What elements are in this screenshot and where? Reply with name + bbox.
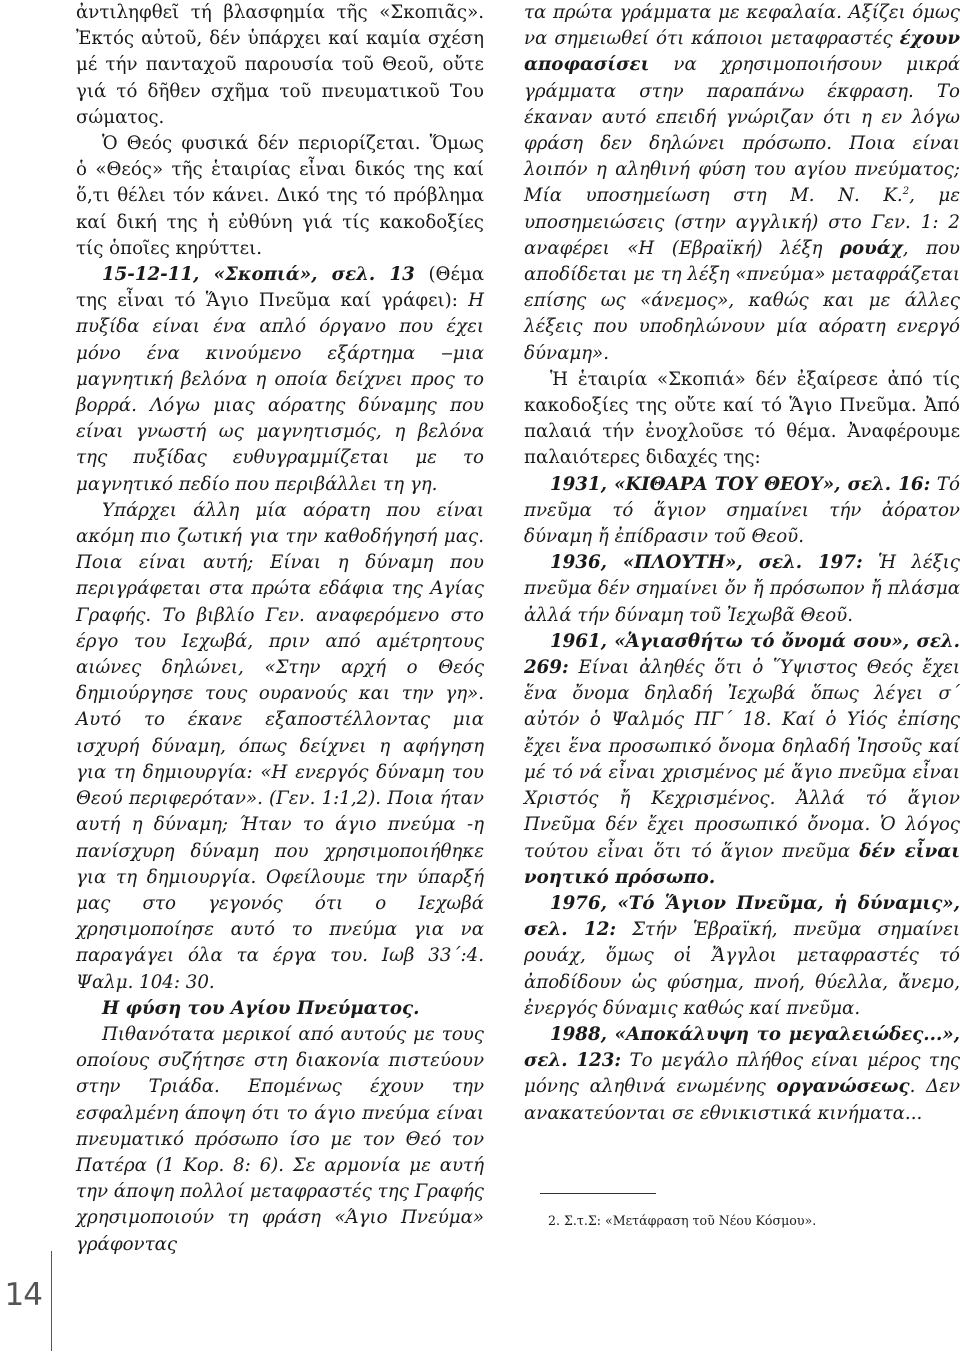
teaching-1931-text: Τό πνεῦμα τό ἅγιον σημαίνει τήν ἀόρατον δύναμη ἤ ἐπίδρασιν τοῦ Θεοῦ. — [524, 473, 960, 548]
teaching-1931-ref: 1931, «ΚΙΘΑΡΑ ΤΟΥ ΘΕΟΥ», σελ. 16: — [550, 473, 931, 495]
left-p1-text: ἀντιληφθεῖ τή βλασφημία τῆς «Σκοπιᾶς». Ἐκτός αὐτοῦ, δέν ὑπάρχει καί καμία σχέση μέ τήν πανταχοῦ παρουσία τοῦ Θεοῦ, οὔτε γιά τό δῆθεν σχῆμα τοῦ πνευματικοῦ Του σώματος. — [76, 2, 484, 128]
page-number: 14 — [4, 1277, 42, 1313]
left-paragraph-5 — [76, 1022, 484, 1258]
section-heading: Η φύση του Αγίου Πνεύματος. — [102, 997, 420, 1019]
teaching-1988-ref: 1988, «Αποκάλυψη το μεγαλειώδες...», σελ. 123: — [524, 1023, 960, 1072]
teaching-1988 — [524, 1022, 960, 1127]
teaching-1936-text: Ἡ λέξις πνεῦμα δέν σημαίνει ὄν ἤ πρόσωπον ἤ πλάσμα ἀλλά τήν δύναμη τοῦ Ἰεχωβᾶ Θεοῦ. — [524, 552, 960, 626]
right-p1-a: τα πρώτα γράμματα με κεφαλαία. Αξίζει όμως να σημειωθεί ότι κάποιοι μεταφραστές — [524, 2, 960, 50]
right-p2-text: Ἡ ἑταιρία «Σκοπιά» δέν ἐξαίρεσε ἀπό τίς κακοδοξίες της οὔτε καί τό Ἅγιο Πνεῦμα. Ἀπό παλαιά τήν ἐνοχλοῦσε τό θέμα. Ἀναφέρουμε παλαιότερες διδαχές της: — [524, 368, 960, 469]
footnote-marker: 2 — [902, 186, 910, 198]
teaching-1936-ref: 1936, «ΠΛΟΥΤΗ», σελ. 197: — [550, 552, 863, 574]
page-number-divider — [51, 1251, 52, 1351]
left-p4-text: Υπάρχει άλλη μία αόρατη που είναι ακόμη πιο ζωτική για την καθοδήγησή μας. Ποια είναι αυτή; Είναι η δύναμη που περιγράφεται στα πρώτα εδάφια της Αγίας Γραφής. Το βιβλίο Γεν. αναφερόμενο στο έργο του Ιεχωβά, πριν από αμέτρητους αιώνες δηλώνει, «Στην αρχή ο Θεός δημιούργησε τους ουρανούς και την γη». Αυτό το έκανε εξαποστέλλοντας μια ισχυρή δύναμη, όπως δείχνει η αφήγηση για τη δημιουργία: «Η ενεργός δύναμη του Θεού περιφερόταν». (Γεν. 1:1,2). Ποια ήταν αυτή η δύναμη; Ήταν το άγιο πνεύμα -η πανίσχυρη δύναμη που χρησιμοποιήθηκε για τη δημιουργία. Οφείλουμε την ύπαρξή μας στο γεγονός ότι ο Ιεχωβά χρησιμοποίησε αυτό το πνεύμα για να παραγάγει όλα τα έργα του. Ιωβ 33΄:4. Ψαλμ. 104: 30. — [76, 499, 484, 993]
footnote-divider — [540, 1193, 656, 1194]
teaching-1988-text-2: . Δεν ανακατεύονται σε εθνικιστικά κινήματα... — [524, 1076, 960, 1124]
right-p1-bold: έχουν αποφασίσει — [524, 28, 960, 76]
left-column — [76, 0, 484, 1258]
left-p5-text: Πιθανότατα μερικοί από αυτούς με τους οποίους συζήτησε στη διακονία πιστεύουν στην Τριάδα. Επομένως έχουν την εσφαλμένη άποψη ότι το άγιο πνεύμα είναι πνευματικό πρόσωπο ίσο με τον Θεό τον Πατέρα (1 Κορ. 8: 6). Σε αρμονία με αυτή την άποψη πολλοί μεταφραστές της Γραφής χρησιμοποιούν τη φράση «Άγιο Πνεύμα» γράφοντας — [76, 1023, 484, 1255]
right-paragraph-2 — [524, 367, 960, 472]
teaching-1961 — [524, 629, 960, 891]
teaching-1961-ref: 1961, «Ἁγιασθήτω τό ὄνομά σου», σελ. 269: — [524, 630, 960, 679]
left-paragraph-3 — [76, 262, 484, 498]
quotation: Η πυξίδα είναι ένα απλό όργανο που έχει μόνο ένα κινούμενο εξάρτημα ‒μια μαγνητική βελόνα η οποία δείχνει προς το βορρά. Λόγω μιας αόρατης δύναμης που είναι γνωστή ως μαγνητισμός, η βελόνα της πυξίδας ευθυγραμμίζεται με το μαγνητικό πεδίο που περιβάλλει τη γη. — [76, 290, 484, 495]
right-p1-b: να χρησιμοποιήσουν μικρά γράμματα στην παραπάνω έκφραση. Το έκαναν αυτό επειδή γνώριζαν ότι η εν λόγω φράση δεν δηλώνει πρόσωπο. Ποια είναι λοιπόν η αληθινή φύση του αγίου πνεύματος; Μία υποσημείωση στη Μ. Ν. Κ. — [524, 54, 960, 207]
teaching-1976-ref: 1976, «Τό Ἅγιον Πνεῦμα, ἡ δύναμις», σελ. 12: — [524, 892, 960, 941]
teaching-1961-text: Είναι ἀληθές ὅτι ὁ Ὕψιστος Θεός ἔχει ἕνα ὄνομα δηλαδή Ἰεχωβά ὅπως λέγει σ΄ αὐτόν ὁ Ψαλμός ΠΓ΄ 18. Καί ὁ Υἱός ἐπίσης ἔχει ἕνα προσωπικό ὄνομα δηλαδή Ἰησοῦς καί μέ τό νά εἶναι χρισμένος μέ ἅγιο πνεῦμα εἶναι Χριστός ἤ Κεχρισμένος. Ἀλλά τό ἅγιον Πνεῦμα δέν ἔχει προσωπικό ὄνομα. Ὁ λόγος τούτου εἶναι ὅτι τό ἅγιον πνεῦμα — [524, 657, 960, 862]
teaching-1931 — [524, 472, 960, 551]
left-paragraph-1 — [76, 0, 484, 131]
right-column — [524, 0, 960, 1127]
teaching-1988-text: Το μεγάλο πλήθος είναι μέρος της μόνης αληθινά ενωμένης — [524, 1050, 960, 1098]
teaching-1976-text: Στήν Ἑβραϊκή, πνεῦμα σημαίνει ρουάχ, ὅμως οἱ Ἄγγλοι μεταφραστές τό ἀποδίδουν ὡς φύσημα, πνοή, θύελλα, ἄνεμο, ἐνεργός δύναμις καθώς καί πνεῦμα. — [524, 919, 960, 1019]
right-p1-c: , με υποσημειώσεις (στην αγγλική) στο Γεν. 1: 2 αναφέρει «Η (Εβραϊκή) λέξη — [524, 185, 960, 259]
left-paragraph-2 — [76, 131, 484, 262]
footnote: 2. Σ.τ.Σ: «Μετάφραση τοῦ Νέου Κόσμου». — [548, 1213, 817, 1228]
teaching-1988-bold: οργανώσεως — [776, 1076, 910, 1098]
source-note: (Θέμα της εἶναι τό Ἅγιο Πνεῦμα καί γράφει): — [76, 264, 484, 312]
left-p2-text: Ὁ Θεός φυσικά δέν περιορίζεται. Ὅμως ὁ «Θεός» τῆς ἑταιρίας εἶναι δικός της καί ὅ,τι θέλει τόν κάνει. Δικό της τό πρόβλημα καί δική της ἡ εὐθύνη γιά τίς κακοδοξίες τίς ὁποῖες κηρύττει. — [76, 133, 484, 259]
teaching-1976 — [524, 891, 960, 1022]
right-paragraph-1 — [524, 0, 960, 367]
teaching-1961-bold: δέν εἶναι νοητικό πρόσωπο. — [524, 840, 960, 888]
left-paragraph-4 — [76, 498, 484, 996]
source-reference: 15-12-11, «Σκοπιά», σελ. 13 — [102, 264, 415, 286]
right-p1-d: , που αποδίδεται με τη λέξη «πνεύμα» μεταφράζεται επίσης ως «άνεμος», καθώς και με άλλες λέξεις που υποδηλώνουν μία αόρατη ενεργό δύναμη». — [524, 237, 960, 364]
teaching-1936 — [524, 550, 960, 629]
right-p1-bold-2: ρουάχ — [839, 237, 903, 259]
